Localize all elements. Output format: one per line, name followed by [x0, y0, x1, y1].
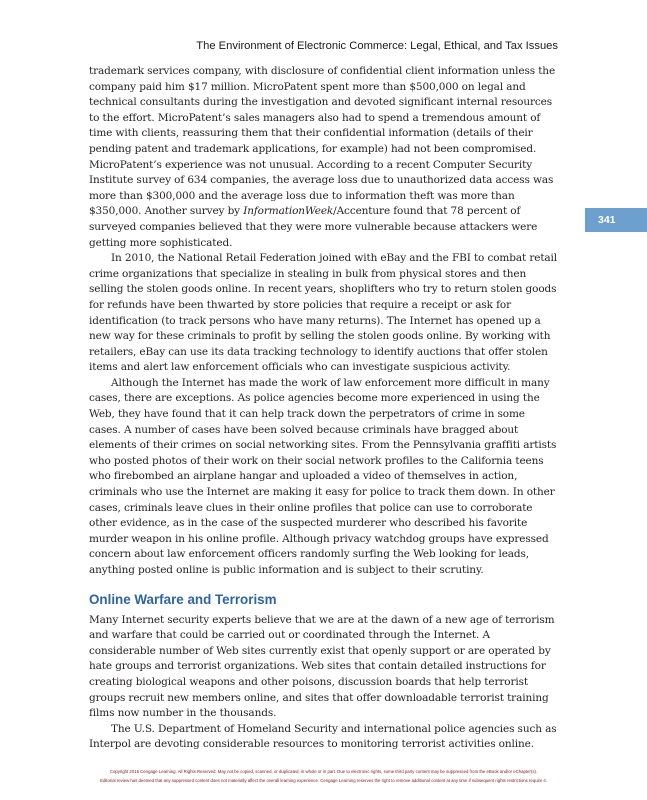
copyright-footer	[0, 767, 647, 785]
paragraph-4: Although the Internet has made the work of law enforcement more difficult in many cases, there are exceptions. As police agencies become more experienced in using the Web, they have found that it can help track down the perpetrators of crime in some cases. A number of cases have been solved because criminals have bragged about elements of their crimes on social networking sites. From the Pennsylvania graffiti artists who posted photos of their work on their social network profiles to the California teens who firebombed an airplane hangar and uploaded a video of themselves in action, criminals who use the Internet are making it easy for police to track them down. In other cases, criminals leave clues in their online profiles that police can use to corroborate other evidence, as in the case of the suspected murderer who described his favorite murder weapon in his online profile. Although privacy watchdog groups have expressed concern about law enforcement officers randomly surfing the Web looking for leads, anything posted online is public information and is subject to their scrutiny.	[89, 376, 557, 576]
paragraph-3: In 2010, the National Retail Federation joined with eBay and the FBI to combat retail crime organizations that specialize in stealing in bulk from physical stores and then selling the stolen goods online. In recent years, shoplifters who try to return stolen goods for refunds have been thwarted by store policies that require a receipt or ask for identification (to track persons who have many returns). The Internet has opened up a new way for these criminals to profit by selling the stolen goods online. By working with retailers, eBay can use its data tracking technology to identify auctions that offer stolen items and alert law enforcement officials who can investigate suspicious activity.	[89, 252, 558, 374]
copyright-line-1: Copyright 2015 Cengage Learning. All Rights Reserved. May not be copied, scanned, or duplicated, in whole or in part. Due to electronic rights, some third party content may be suppressed from the eBook and/or eChapter(s).	[109, 769, 538, 774]
paragraph-2	[89, 158, 559, 252]
paragraph-1: trademark services company, with disclosure of confidential client information unless the company paid him $17 million. MicroPatent spent more than $500,000 on legal and technical consultants during the investigation and devoted significant internal resources to the effort. MicroPatent’s sales managers also had to spend a tremendous amount of time with clients, reassuring them that their confidential information (details of their pending patent and trademark applications, for example) had not been compromised.	[89, 65, 556, 155]
running-head: The Environment of Electronic Commerce: Legal, Ethical, and Tax Issues	[196, 40, 558, 52]
page-number-tab: 341	[585, 208, 647, 232]
body-text	[89, 64, 559, 753]
publication-name: InformationWeek	[243, 205, 334, 218]
copyright-line-2: Editorial review has deemed that any suppressed content does not materially affect the overall learning experience. Cengage Learning reserves the right to remove additional content at any time if subsequent rights restrictions require it.	[100, 778, 547, 783]
paragraph-2-text-a: MicroPatent’s experience was not unusual. According to a recent Computer Security Institute survey of 634 companies, the average loss due to unauthorized data access was more than $300,000 and the average loss due to information theft was more than $350,000. Another survey by	[89, 158, 554, 218]
section-heading: Online Warfare and Terrorism	[89, 591, 277, 607]
paragraph-2-text-b: /Accenture found that 78 percent of surveyed companies believed that they were more vulnerable because attackers were getting more sophisticated.	[89, 205, 538, 249]
section-paragraph-2: The U.S. Department of Homeland Security and international police agencies such as Interpol are devoting considerable resources to monitoring terrorist activities online.	[89, 722, 557, 751]
section-paragraph-1: Many Internet security experts believe that we are at the dawn of a new age of terrorism and warfare that could be carried out or coordinated through the Internet. A considerable number of Web sites currently exist that openly support or are operated by hate groups and terrorist organizations. Web sites that contain detailed instructions for creating biological weapons and other poisons, discussion boards that help terrorist groups recruit new members online, and sites that offer downloadable terrorist training films now number in the thousands.	[89, 613, 555, 720]
